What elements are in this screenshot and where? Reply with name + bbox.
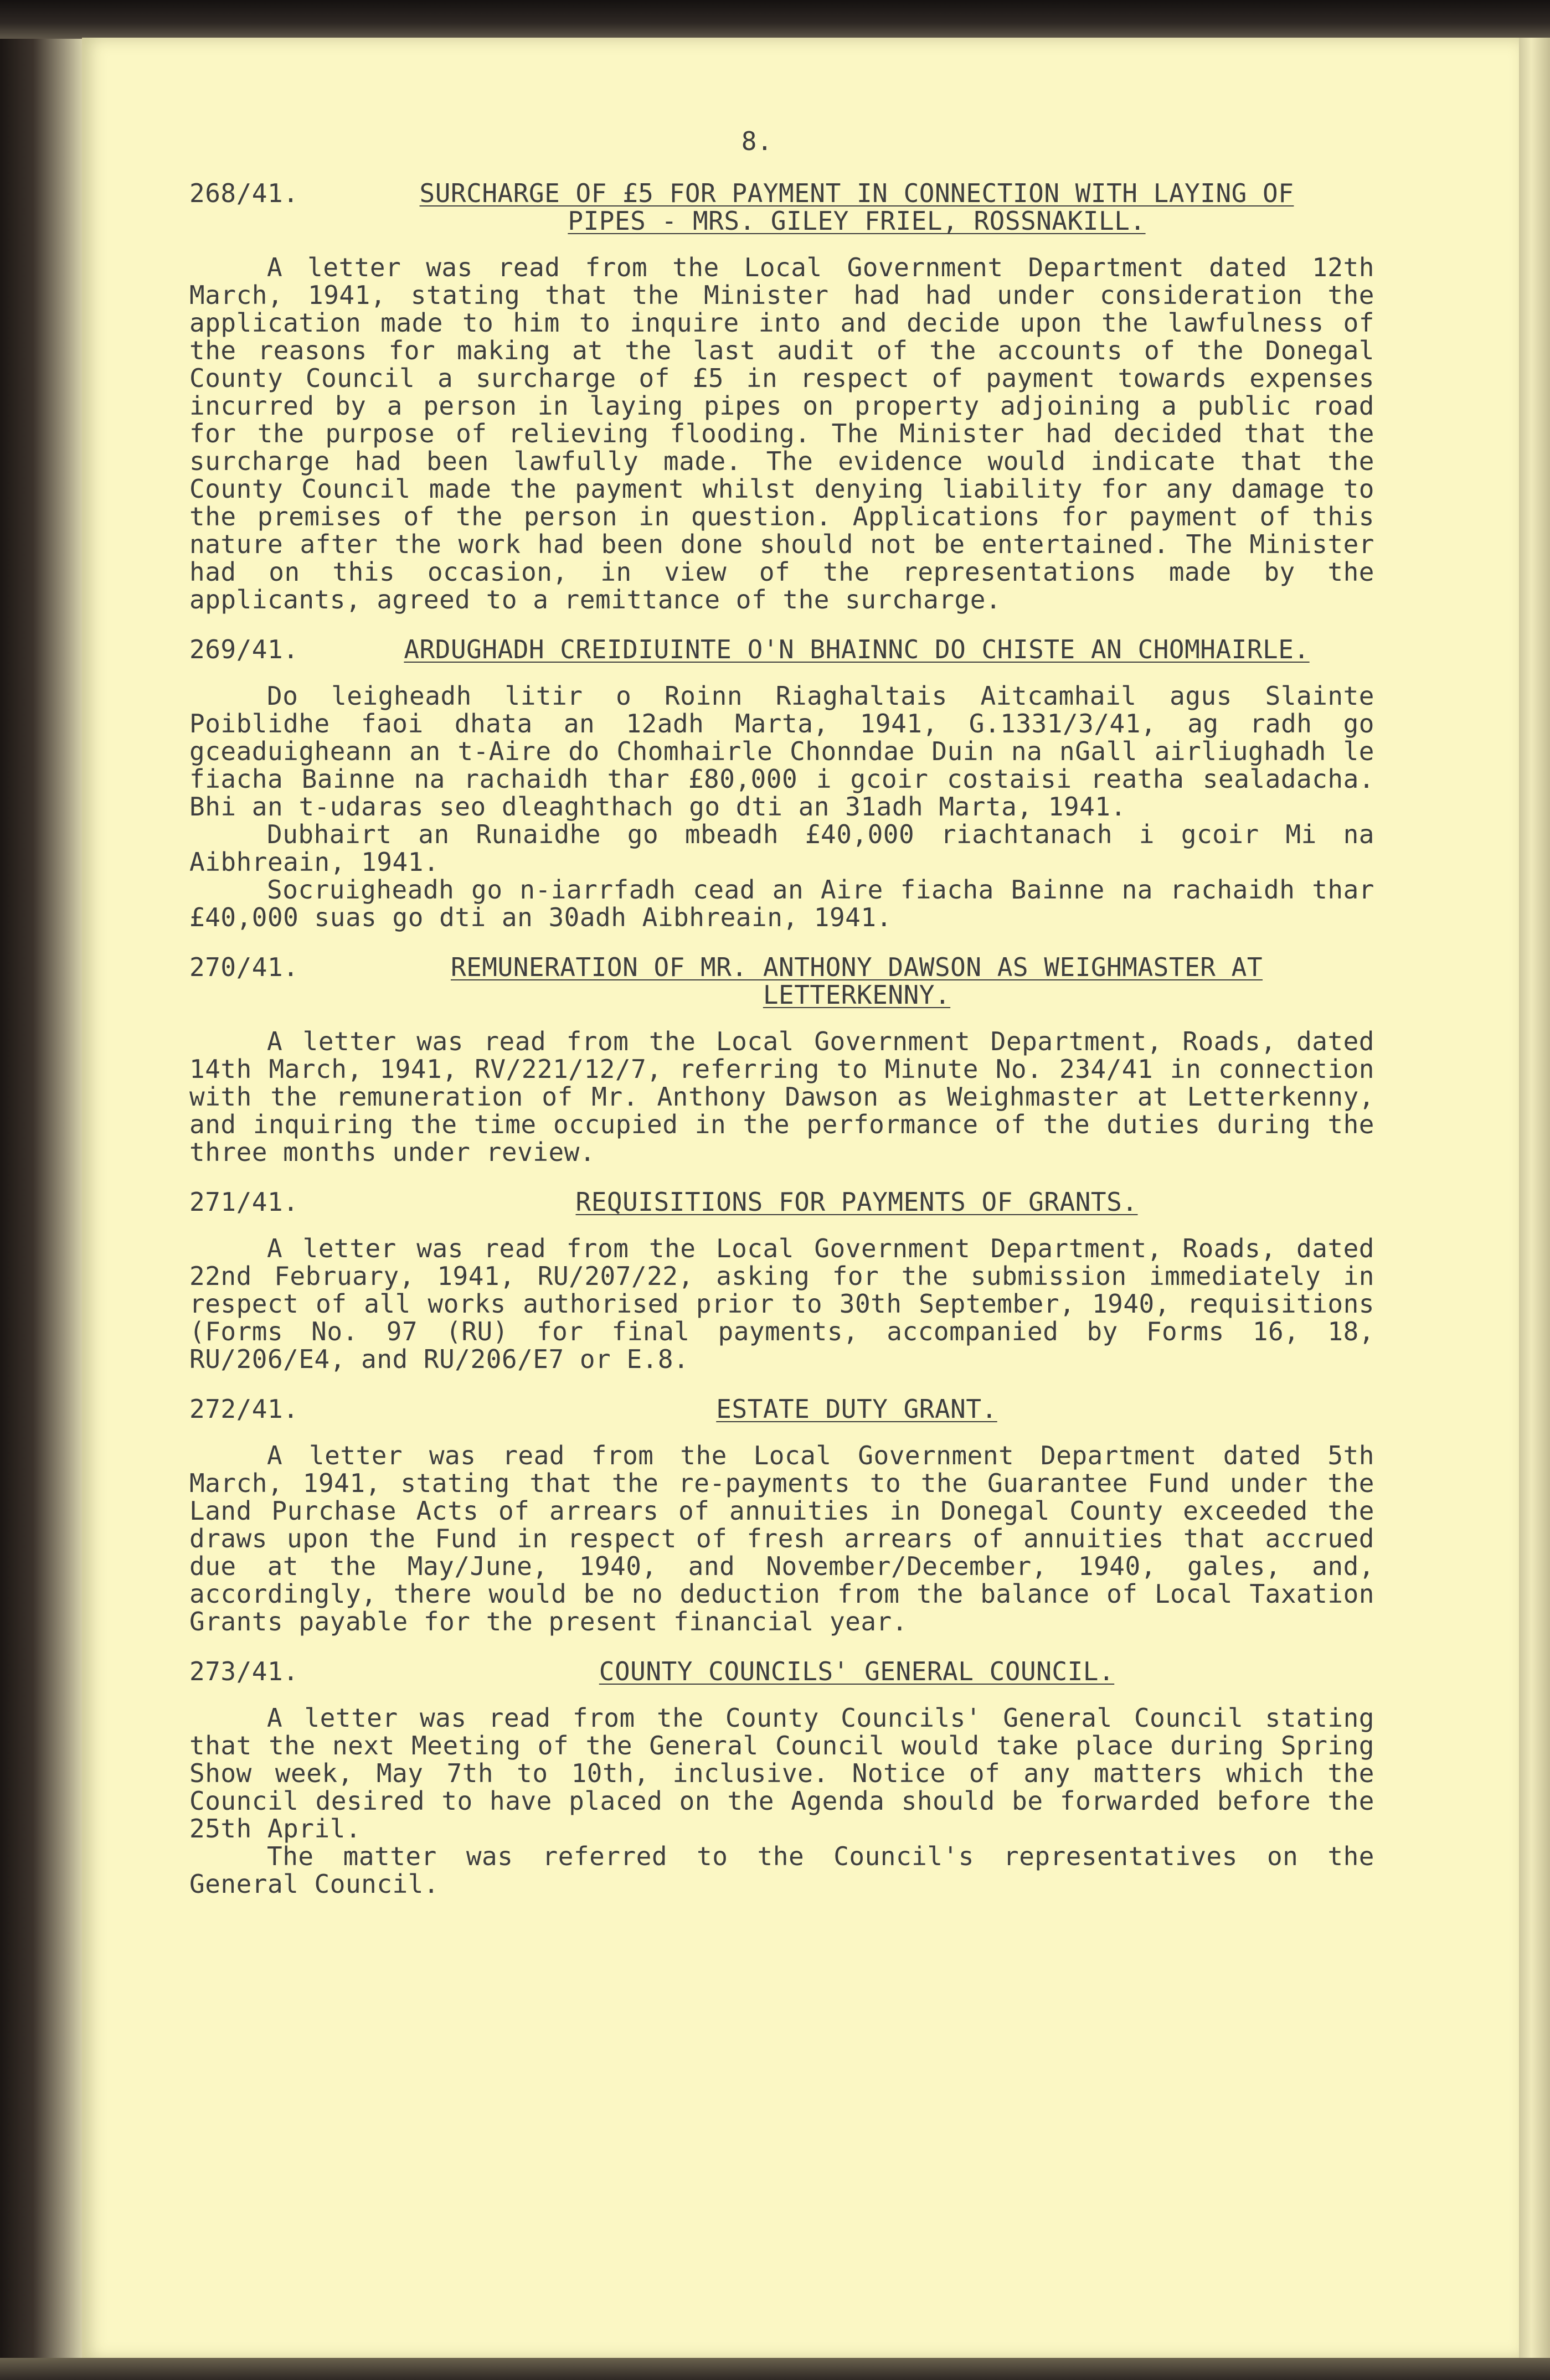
minute-title xyxy=(372,1395,1374,1423)
minute-paragraph: Dubhairt an Runaidhe go mbeadh £40,000 riachtanach i gcoir Mi na Aibhreain, 1941. xyxy=(189,819,1374,877)
minutes-text xyxy=(189,127,1374,1920)
minute-paragraph: A letter was read from the County Councils' General Council stating that the next Meeting of the General Council would take place during Spring Show week, May 7th to 10th, inclusive. Notice of any matters which the Council desired to have placed on the Agenda should be forwarded before the 25th April. xyxy=(189,1703,1374,1844)
minute-item xyxy=(189,953,1374,1166)
scan-top-edge xyxy=(0,0,1550,39)
minute-title-line: SURCHARGE OF £5 FOR PAYMENT IN CONNECTION WITH LAYING OF xyxy=(419,178,1294,208)
minute-paragraph: A letter was read from the Local Government Department, Roads, dated 22nd February, 1941, RU/207/22, asking for the submission immediately in respect of all works authorised prior to 30th September, 1940, requisitions (Forms No. 97 (RU) for final payments, accompanied by Forms 16, 18, RU/206/E4, and RU/206/E7 or E.8. xyxy=(189,1233,1374,1374)
minute-item xyxy=(189,1395,1374,1635)
minute-heading xyxy=(189,1658,1374,1685)
minute-title-line: PIPES - MRS. GILEY FRIEL, ROSSNAKILL. xyxy=(568,206,1146,236)
minute-number: 272/41. xyxy=(189,1394,299,1424)
minute-number: 269/41. xyxy=(189,634,299,664)
minute-title-line: ARDUGHADH CREIDIUINTE O'N BHAINNC DO CHISTE AN CHOMHAIRLE. xyxy=(404,634,1310,664)
minute-heading xyxy=(189,179,1374,235)
minute-paragraph: Socruigheadh go n-iarrfadh cead an Aire fiacha Bainne na rachaidh thar £40,000 suas go dti an 30adh Aibhreain, 1941. xyxy=(189,875,1374,932)
minute-heading xyxy=(189,1188,1374,1216)
minute-title-line: ESTATE DUTY GRANT. xyxy=(716,1394,997,1424)
minute-items xyxy=(189,179,1374,1898)
minute-heading xyxy=(189,1395,1374,1423)
minute-item xyxy=(189,1188,1374,1373)
minute-title xyxy=(372,636,1374,663)
minute-title xyxy=(372,1658,1374,1685)
minute-paragraph: A letter was read from the Local Government Department, Roads, dated 14th March, 1941, RV/221/12/7, referring to Minute No. 234/41 in connection with the remuneration of Mr. Anthony Dawson as Weighmaster at Letterkenny, and inquiring the time occupied in the performance of the duties during the three months under review. xyxy=(189,1026,1374,1167)
minute-title xyxy=(372,1188,1374,1216)
minute-heading xyxy=(189,636,1374,663)
minute-heading xyxy=(189,953,1374,1009)
minute-paragraph: A letter was read from the Local Government Department dated 5th March, 1941, stating that the re-payments to the Guarantee Fund under the Land Purchase Acts of arrears of annuities in Donegal County exceeded the draws upon the Fund in respect of fresh arrears of annuities that accrued due at the May/June, 1940, and November/December, 1940, gales, and, accordingly, there would be no deduction from the balance of Local Taxation Grants payable for the present financial year. xyxy=(189,1441,1374,1636)
minute-item xyxy=(189,1658,1374,1898)
minute-title xyxy=(372,953,1374,1009)
minute-paragraph: Do leigheadh litir o Roinn Riaghaltais Aitcamhail agus Slainte Poiblidhe faoi dhata an 12adh Marta, 1941, G.1331/3/41, ag radh go gceaduigheann an t-Aire do Chomhairle Chonndae Duin na nGall airliughadh le fiacha Bainne na rachaidh thar £80,000 i gcoir costaisi reatha sealadacha. Bhi an t-udaras seo dleaghthach go dti an 31adh Marta, 1941. xyxy=(189,681,1374,822)
minute-title-line: REQUISITIONS FOR PAYMENTS OF GRANTS. xyxy=(575,1187,1138,1217)
minute-number: 268/41. xyxy=(189,178,299,208)
book-spine xyxy=(0,0,83,2380)
page-number: 8. xyxy=(741,126,773,156)
minute-number: 273/41. xyxy=(189,1656,299,1686)
minute-paragraph: A letter was read from the Local Government Department dated 12th March, 1941, stating that the Minister had had under consideration the application made to him to inquire into and decide upon the lawfulness of the reasons for making at the last audit of the accounts of the Donegal County Council a surcharge of £5 in respect of payment towards expenses incurred by a person in laying pipes on property adjoining a public road for the purpose of relieving flooding. The Minister had decided that the surcharge had been lawfully made. The evidence would indicate that the County Council made the payment whilst denying liability for any damage to the premises of the person in question. Applications for payment of this nature after the work had been done should not be entertained. The Minister had on this occasion, in view of the representations made by the applicants, agreed to a remittance of the surcharge. xyxy=(189,252,1374,615)
minute-title-line: REMUNERATION OF MR. ANTHONY DAWSON AS WEIGHMASTER AT xyxy=(450,952,1263,982)
minute-title-line: LETTERKENNY. xyxy=(763,980,951,1010)
minute-title xyxy=(372,179,1374,235)
minute-item xyxy=(189,636,1374,931)
scan-bottom-edge xyxy=(0,2358,1550,2380)
minute-paragraph: The matter was referred to the Council's representatives on the General Council. xyxy=(189,1841,1374,1899)
minute-title-line: COUNTY COUNCILS' GENERAL COUNCIL. xyxy=(599,1656,1115,1686)
minute-number: 271/41. xyxy=(189,1187,299,1217)
minute-item xyxy=(189,179,1374,613)
page-edge-strip xyxy=(1519,38,1550,2360)
minute-number: 270/41. xyxy=(189,952,299,982)
